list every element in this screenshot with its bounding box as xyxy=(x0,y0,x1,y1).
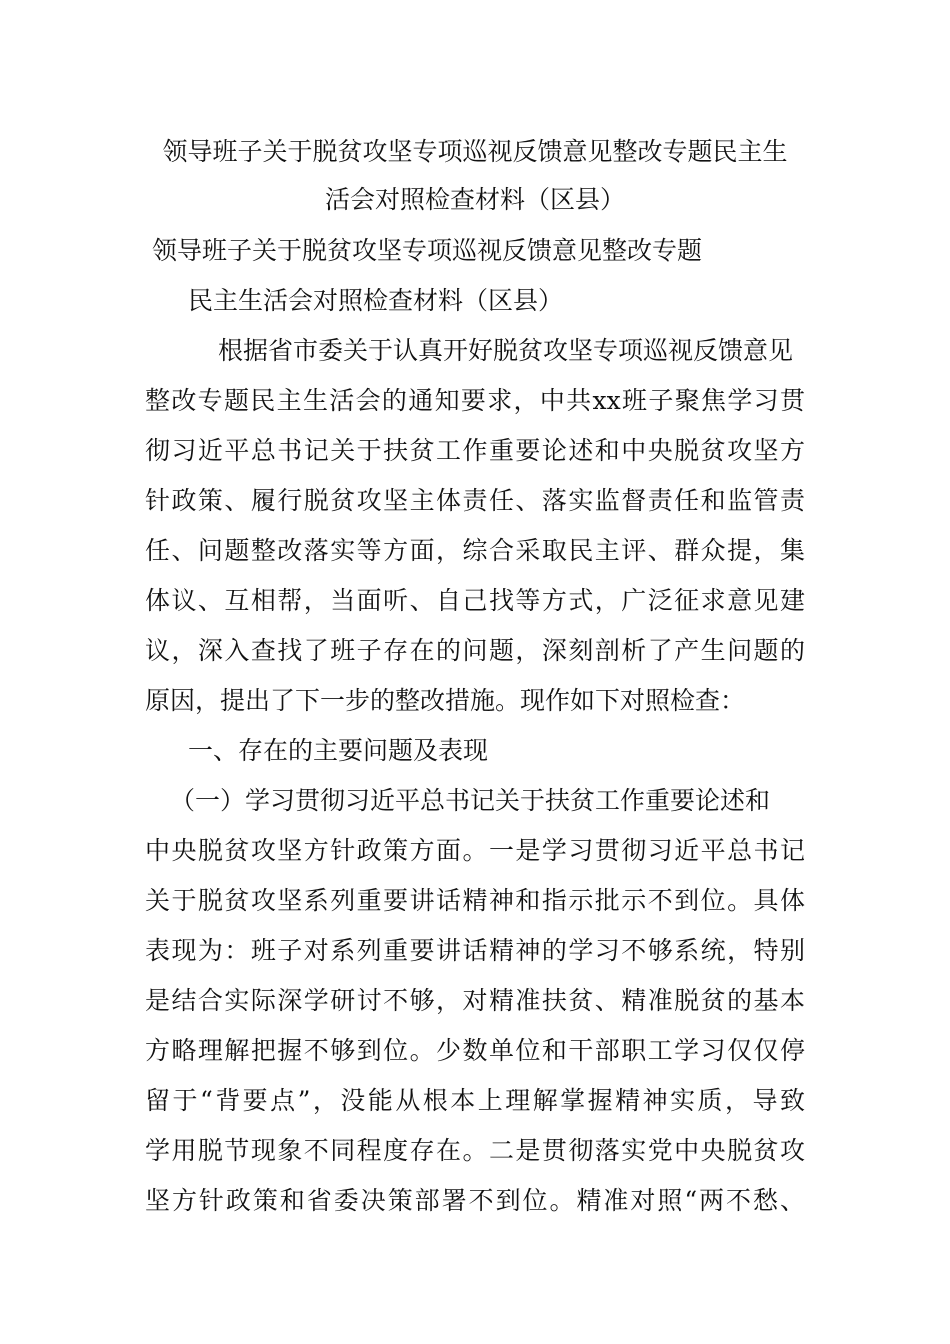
paragraph-line: 针政策、履行脱贫攻坚主体责任、落实监督责任和监管责 xyxy=(145,486,805,515)
paragraph-line: 中央脱贫攻坚方针政策方面。一是学习贯彻习近平总书记 xyxy=(145,836,805,865)
section-heading: 一、存在的主要问题及表现 xyxy=(188,736,489,765)
paragraph-line: 方略理解把握不够到位。少数单位和干部职工学习仅仅停 xyxy=(145,1036,805,1065)
paragraph-line: 根据省市委关于认真开好脱贫攻坚专项巡视反馈意见 xyxy=(218,336,794,365)
subtitle-line-2: 民主生活会对照检查材料（区县） xyxy=(188,286,564,315)
subtitle-line-1: 领导班子关于脱贫攻坚专项巡视反馈意见整改专题 xyxy=(152,236,703,265)
paragraph-line: 是结合实际深学研讨不够，对精准扶贫、精准脱贫的基本 xyxy=(145,986,805,1015)
paragraph-line: （一）学习贯彻习近平总书记关于扶贫工作重要论述和 xyxy=(170,786,771,815)
paragraph-line: 整改专题民主生活会的通知要求，中共xx班子聚焦学习贯 xyxy=(145,386,805,415)
document-title-line-1: 领导班子关于脱贫攻坚专项巡视反馈意见整改专题民主生 xyxy=(162,137,788,166)
paragraph-line: 任、问题整改落实等方面，综合采取民主评、群众提，集 xyxy=(145,536,805,565)
document-title-line-2: 活会对照检查材料（区县） xyxy=(324,185,625,214)
paragraph-line: 体议、互相帮，当面听、自己找等方式，广泛征求意见建 xyxy=(145,586,805,615)
paragraph-line: 留于“背要点”，没能从根本上理解掌握精神实质，导致 xyxy=(145,1086,805,1115)
paragraph-line: 议，深入查找了班子存在的问题，深刻剖析了产生问题的 xyxy=(145,636,805,665)
paragraph-line: 表现为：班子对系列重要讲话精神的学习不够系统，特别 xyxy=(145,936,805,965)
paragraph-line: 彻习近平总书记关于扶贫工作重要论述和中央脱贫攻坚方 xyxy=(145,436,805,465)
paragraph-line: 原因，提出了下一步的整改措施。现作如下对照检查： xyxy=(145,686,746,715)
paragraph-line: 坚方针政策和省委决策部署不到位。精准对照“两不愁、 xyxy=(145,1186,805,1215)
paragraph-line: 学用脱节现象不同程度存在。二是贯彻落实党中央脱贫攻 xyxy=(145,1136,805,1165)
paragraph-line: 关于脱贫攻坚系列重要讲话精神和指示批示不到位。具体 xyxy=(145,886,805,915)
